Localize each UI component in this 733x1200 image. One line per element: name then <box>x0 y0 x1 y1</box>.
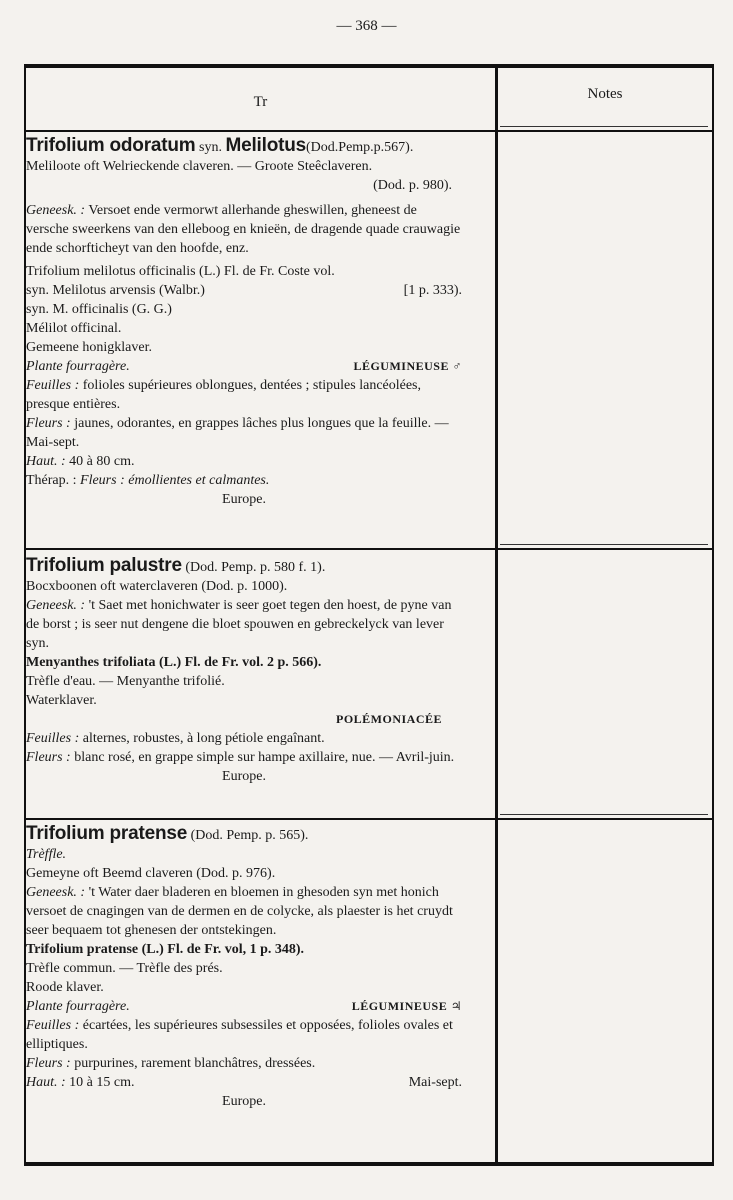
entry-title: Trifolium odoratum <box>26 135 196 156</box>
notes-rule <box>500 544 708 545</box>
entry-reference: (Dod.Pemp.p.567). <box>306 140 414 155</box>
entry-line: Plante fourragère. <box>26 359 130 374</box>
entry-line: Bocxboonen oft waterclaveren (Dod. p. 1000). <box>26 579 288 594</box>
column-separator <box>495 68 498 1162</box>
entry-line: [1 p. 333). <box>403 283 462 298</box>
entry-label: Geneesk. : <box>26 203 86 218</box>
entry-text: 't Water daer bladeren en bloemen in ghesoden syn met honich versoet de cnagingen van de dermen en de colycke, als plaester is het cruydt seer bequaem tot ghenesen der ontstekingen. <box>26 885 453 938</box>
entry-line: Meliloote oft Welrieckende claveren. — Groote Steêclaveren. <box>26 159 373 174</box>
column-header-left: Tr <box>253 94 268 110</box>
entry-text: 40 à 80 cm. <box>65 454 135 469</box>
entry-line: Roode klaver. <box>26 980 104 995</box>
entry-text: Fleurs : émollientes et calmantes. <box>80 473 270 488</box>
entry-line: syn. M. officinalis (G. G.) <box>26 302 172 317</box>
entry-line: Trèfle commun. — Trèfle des prés. <box>26 961 223 976</box>
page-number: — 368 — <box>336 18 397 34</box>
entry-line: syn. Melilotus arvensis (Walbr.) <box>26 283 205 298</box>
entry-line: (Dod. p. 980). <box>373 178 452 193</box>
entry-text: alternes, robustes, à long pétiole engaînant. <box>79 731 325 746</box>
entry-divider <box>26 548 712 550</box>
family-label: LÉGUMINEUSE ♃ <box>351 999 462 1013</box>
column-header-notes: Notes <box>587 86 623 102</box>
entry-label: Haut. : <box>26 454 66 469</box>
entry-title-syn: Melilotus <box>225 135 307 156</box>
entry-line: Europe. <box>222 1094 266 1109</box>
entry-text: 't Saet met honichwater is seer goet tegen den hoest, de pyne van de borst ; is seer nut dengene die bloet spouwen en gebreckelyck van lever syn. <box>26 598 452 651</box>
entry-line: Europe. <box>222 769 266 784</box>
entry-trifolium-palustre <box>26 556 462 786</box>
entry-text: blanc rosé, en grappe simple sur hampe axillaire, nue. — Avril-juin. <box>70 750 455 765</box>
entry-reference: (Dod. Pemp. p. 580 f. 1). <box>181 560 326 575</box>
entry-label: Thérap. : <box>26 473 77 488</box>
family-label: POLÉMONIACÉE <box>335 712 442 726</box>
entry-divider <box>26 818 712 820</box>
entry-line: Gemeene honigklaver. <box>26 340 152 355</box>
entry-line: Gemeyne oft Beemd claveren (Dod. p. 976). <box>26 866 276 881</box>
entry-text: jaunes, odorantes, en grappes lâches plus longues que la feuille. — Mai-sept. <box>26 416 449 450</box>
entry-title: Trifolium palustre <box>26 555 182 576</box>
entry-text: purpurines, rarement blanchâtres, dressées. <box>70 1056 316 1071</box>
notes-rule <box>500 814 708 815</box>
entry-label: Feuilles : <box>26 1018 80 1033</box>
entry-line: Mai-sept. <box>408 1075 462 1090</box>
entry-label: Haut. : <box>26 1075 66 1090</box>
entry-text: folioles supérieures oblongues, dentées ; stipules lancéolées, presque entières. <box>26 378 422 412</box>
entry-title: Trifolium pratense <box>26 823 188 844</box>
entry-trifolium-pratense <box>26 824 462 1111</box>
entry-label: Feuilles : <box>26 378 80 393</box>
entry-syn: syn. <box>195 140 226 155</box>
entry-reference: (Dod. Pemp. p. 565). <box>187 828 309 843</box>
entry-label: Geneesk. : <box>26 598 86 613</box>
entry-text: 10 à 15 cm. <box>65 1075 135 1090</box>
notes-rule <box>500 126 708 127</box>
entry-text: écartées, les supérieures subsessiles et opposées, folioles ovales et elliptiques. <box>26 1018 453 1052</box>
entry-line: Trèfle d'eau. — Menyanthe trifolié. <box>26 674 225 689</box>
entry-line: Menyanthes trifoliata (L.) Fl. de Fr. vol. 2 p. 566). <box>26 655 322 670</box>
entry-line: Trèffle. <box>26 847 67 862</box>
entry-label: Geneesk. : <box>26 885 86 900</box>
entry-label: Fleurs : <box>26 750 71 765</box>
entry-label: Fleurs : <box>26 416 71 431</box>
entry-line: Mélilot officinal. <box>26 321 122 336</box>
entry-label: Fleurs : <box>26 1056 71 1071</box>
family-label: LÉGUMINEUSE ♂ <box>353 359 462 373</box>
entry-line: Trifolium pratense (L.) Fl. de Fr. vol, 1 p. 348). <box>26 942 305 957</box>
entry-line: Europe. <box>222 492 266 507</box>
entry-line: Plante fourragère. <box>26 999 130 1014</box>
entry-label: Feuilles : <box>26 731 80 746</box>
header-divider <box>26 130 712 132</box>
entry-line: Trifolium melilotus officinalis (L.) Fl. de Fr. Coste vol. <box>26 264 335 279</box>
entry-trifolium-odoratum <box>26 136 462 509</box>
entry-line: Waterklaver. <box>26 693 97 708</box>
entry-text: Versoet ende vermorwt allerhande gheswillen, gheneest de versche sweerkens van den elleboog en knieën, de dragende quade crauwagie ende schorfticheyt van den hoofde, enz. <box>26 203 461 256</box>
